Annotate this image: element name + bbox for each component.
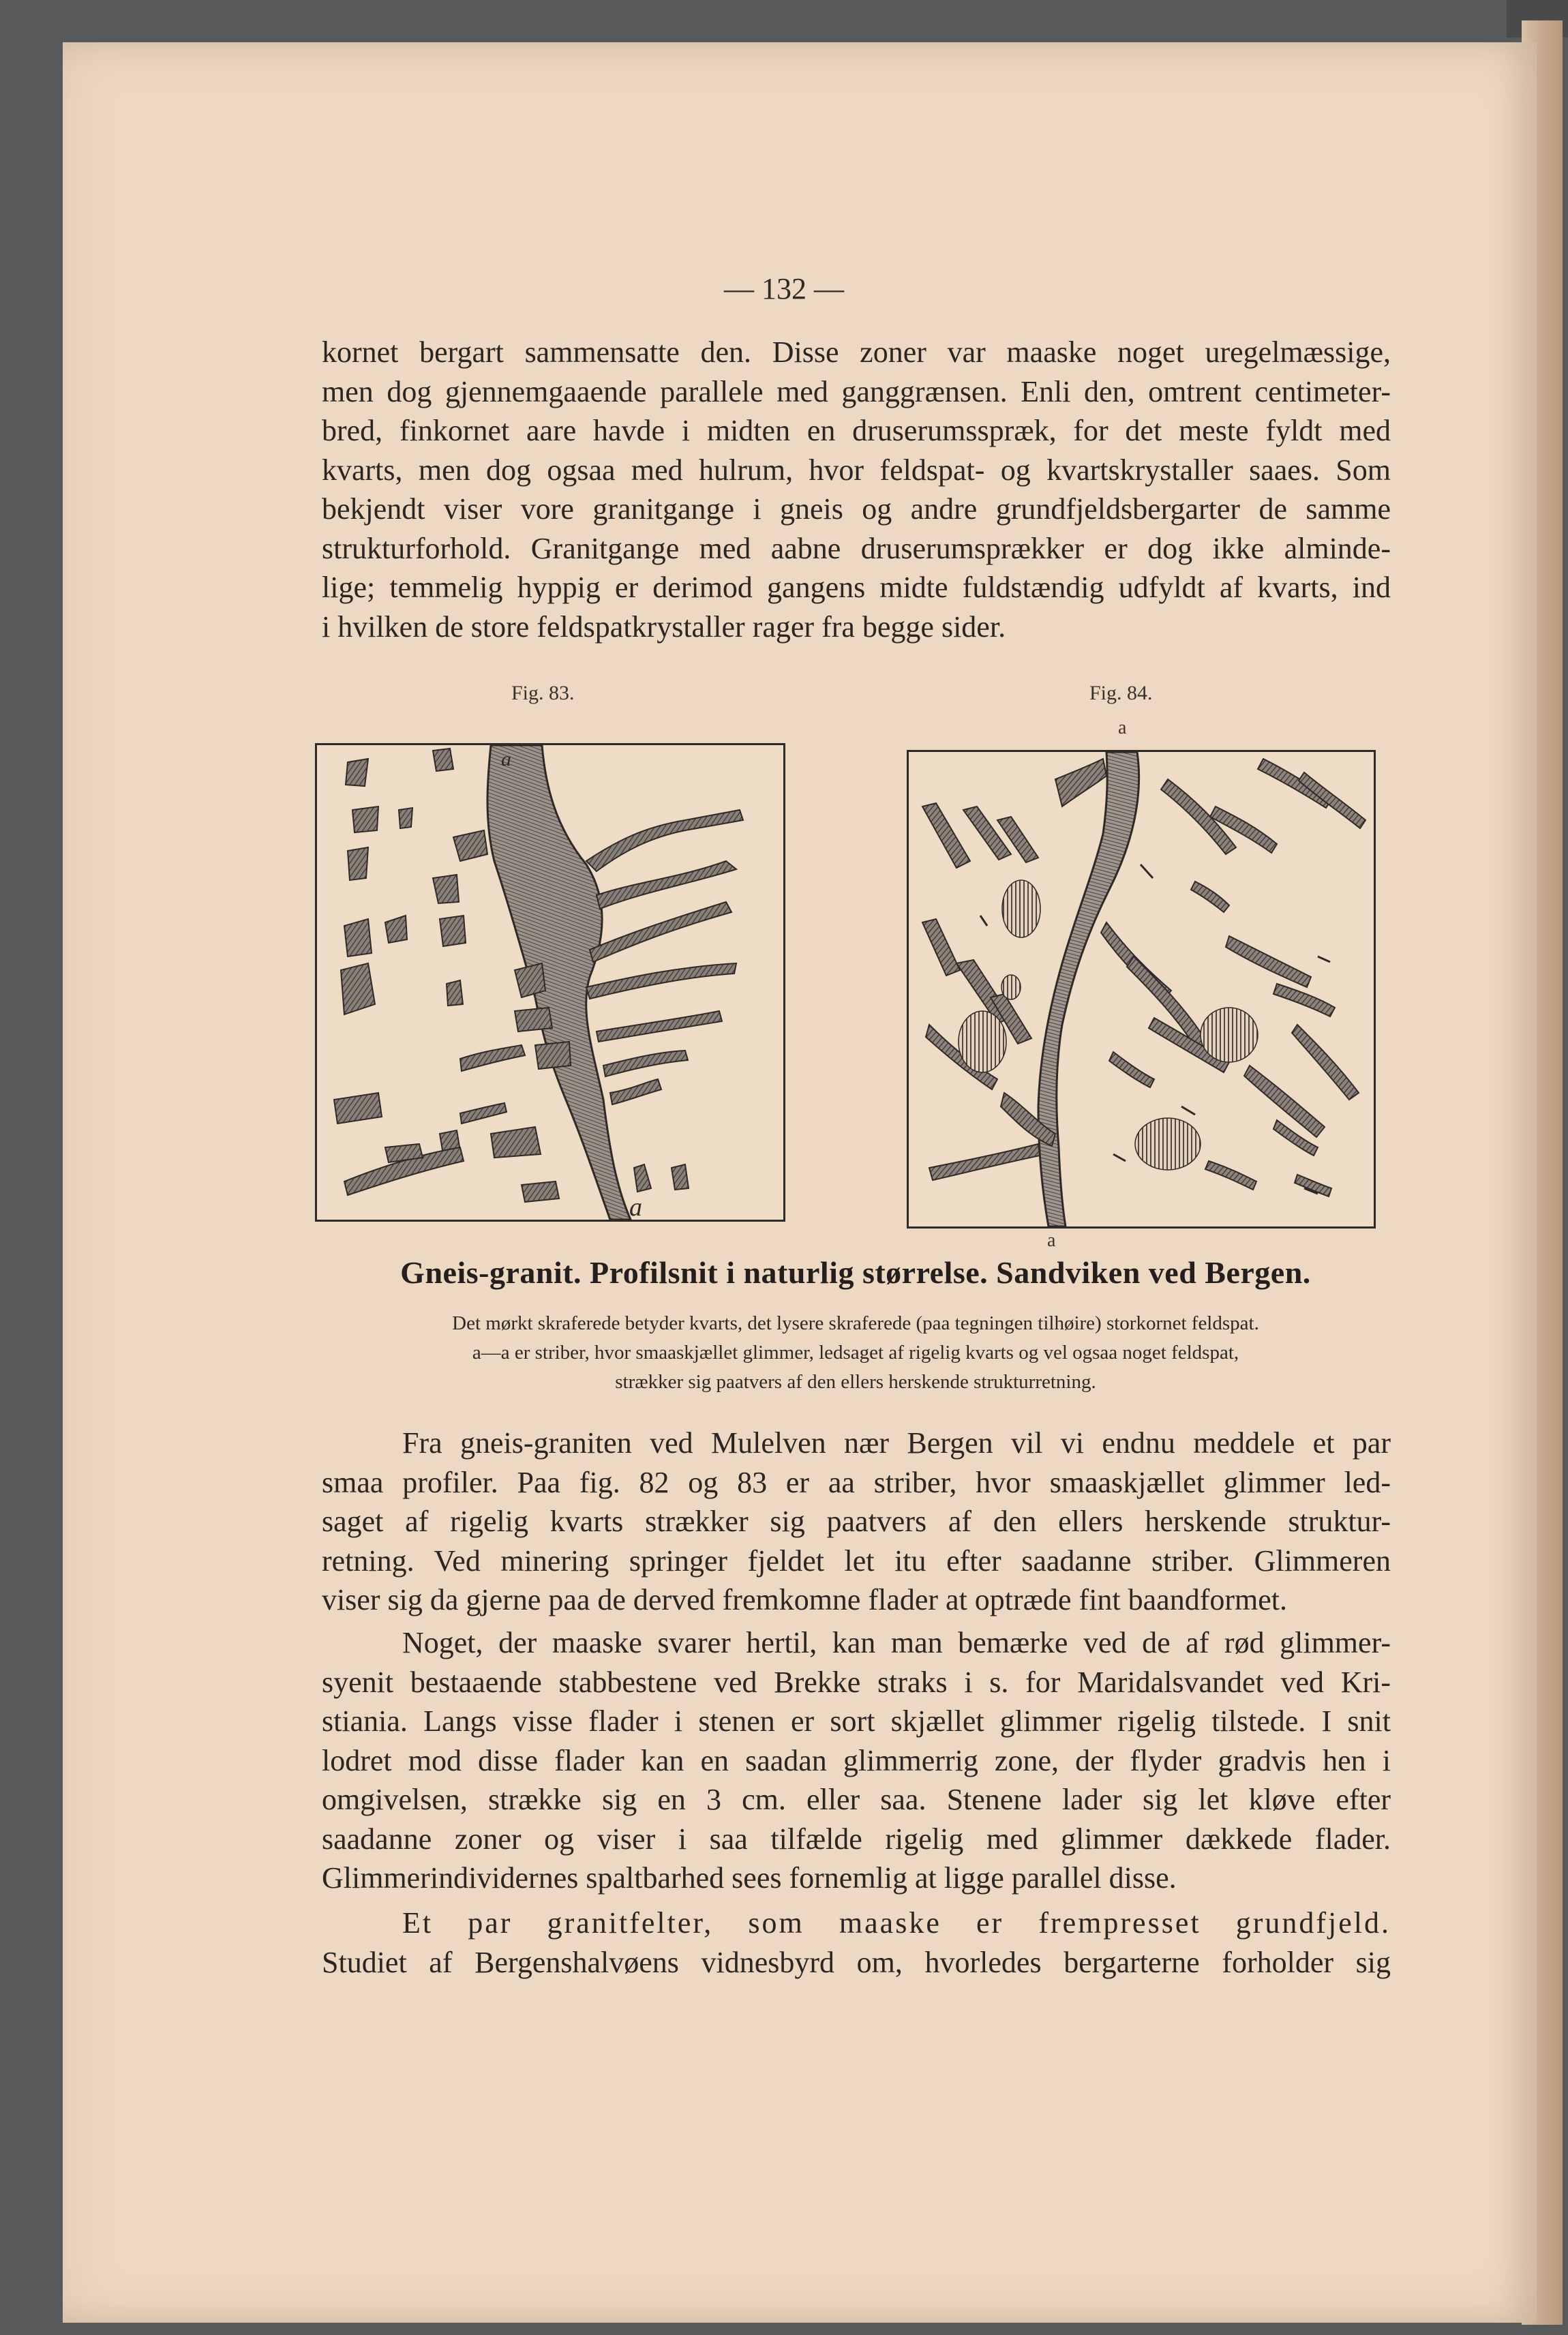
text-line: lodret mod disse flader kan en saadan glimmerrig zone, der flyder gradvis hen i bbox=[322, 1743, 1391, 1777]
text-line: smaa profiler. Paa fig. 82 og 83 er aa striber, hvor smaaskjællet glimmer led- bbox=[322, 1465, 1391, 1499]
paragraph-3 bbox=[322, 1623, 1391, 1898]
text-line: strukturforhold. Granitgange med aabne druserumsprækker er dog ikke alminde- bbox=[322, 531, 1391, 565]
text-line: retning. Ved minering springer fjeldet let itu efter saadanne striber. Glimmeren bbox=[322, 1543, 1391, 1578]
text-line: omgivelsen, strække sig en 3 cm. eller saa. Stenene lader sig let kløve efter bbox=[322, 1783, 1391, 1816]
text-line: Fra gneis-graniten ved Mulelven nær Bergen vil vi endnu meddele et par bbox=[402, 1426, 1391, 1460]
text-line: syenit bestaaende stabbestene ved Brekke straks i s. for Maridalsvandet ved Kri- bbox=[322, 1665, 1391, 1699]
text-line: viser sig da gjerne paa de derved fremkomne flader at optræde fint baandformet. bbox=[322, 1583, 1287, 1616]
paragraph-2 bbox=[322, 1423, 1391, 1620]
fig84-mark-top: a bbox=[1118, 717, 1127, 738]
text-line: saadanne zoner og viser i saa tilfælde rigelig med glimmer dækkede flader. bbox=[322, 1822, 1391, 1856]
figure-84 bbox=[907, 750, 1376, 1229]
caption-line-2: a—a er striber, hvor smaaskjællet glimmer, ledsaget af rigelig kvarts og vel ogsaa noget feldspat, bbox=[472, 1342, 1239, 1364]
text-line: kvarts, men dog ogsaa med hulrum, hvor feldspat- og kvartskrystaller saaes. Som bbox=[322, 453, 1391, 487]
caption-line-3: strækker sig paatvers af den ellers herskende strukturretning. bbox=[615, 1371, 1096, 1393]
caption-line-1: Det mørkt skraferede betyder kvarts, det lysere skraferede (paa tegningen tilhøire) storkornet feldspat. bbox=[452, 1312, 1259, 1334]
text-line: Noget, der maaske svarer hertil, kan man bemærke ved de af rød glimmer- bbox=[402, 1626, 1391, 1659]
fig84-mark-bottom: a bbox=[1047, 1230, 1056, 1251]
fig84-label: Fig. 84. bbox=[1089, 682, 1153, 704]
fig83-mark-bottom: a bbox=[629, 1193, 642, 1220]
fig83-label: Fig. 83. bbox=[511, 682, 575, 704]
fig83-mark-top: a bbox=[501, 748, 511, 770]
text-line: stiania. Langs visse flader i stenen er sort skjællet glimmer rigelig tilstede. I snit bbox=[322, 1704, 1391, 1738]
text-line: i hvilken de store feldspatkrystaller rager fra begge sider. bbox=[322, 609, 1006, 644]
text-line: men dog gjennemgaaende parallele med ganggrænsen. Enli den, omtrent centimeter- bbox=[322, 374, 1391, 408]
figure-83 bbox=[315, 743, 785, 1222]
text-line: bekjendt viser vore granitgange i gneis og andre grundfjeldsbergarter de samme bbox=[322, 492, 1391, 526]
text-line: saget af rigelig kvarts strækker sig paatvers af den ellers herskende struktur- bbox=[322, 1505, 1391, 1538]
section-heading-line: Et par granitfelter, som maaske er frempresset grundfjeld. bbox=[402, 1906, 1391, 1940]
page-number: — 132 — bbox=[724, 272, 844, 305]
text-line: Studiet af Bergenshalvøens vidnesbyrd om, hvorledes bergarterne forholder sig bbox=[322, 1945, 1391, 1979]
paragraph-4 bbox=[322, 1903, 1391, 1982]
paragraph-1 bbox=[322, 333, 1391, 646]
figure-caption-title: Gneis-granit. Profilsnit i naturlig størrelse. Sandviken ved Bergen. bbox=[400, 1255, 1311, 1290]
text-line: Glimmerindividernes spaltbarhed sees fornemlig at ligge parallel disse. bbox=[322, 1861, 1177, 1895]
text-line: bred, finkornet aare havde i midten en druserumsspræk, for det meste fyldt med bbox=[322, 414, 1391, 447]
text-line: lige; temmelig hyppig er derimod gangens midte fuldstændig udfyldt af kvarts, ind bbox=[322, 571, 1391, 604]
text-line: kornet bergart sammensatte den. Disse zoner var maaske noget uregelmæssige, bbox=[322, 335, 1391, 369]
